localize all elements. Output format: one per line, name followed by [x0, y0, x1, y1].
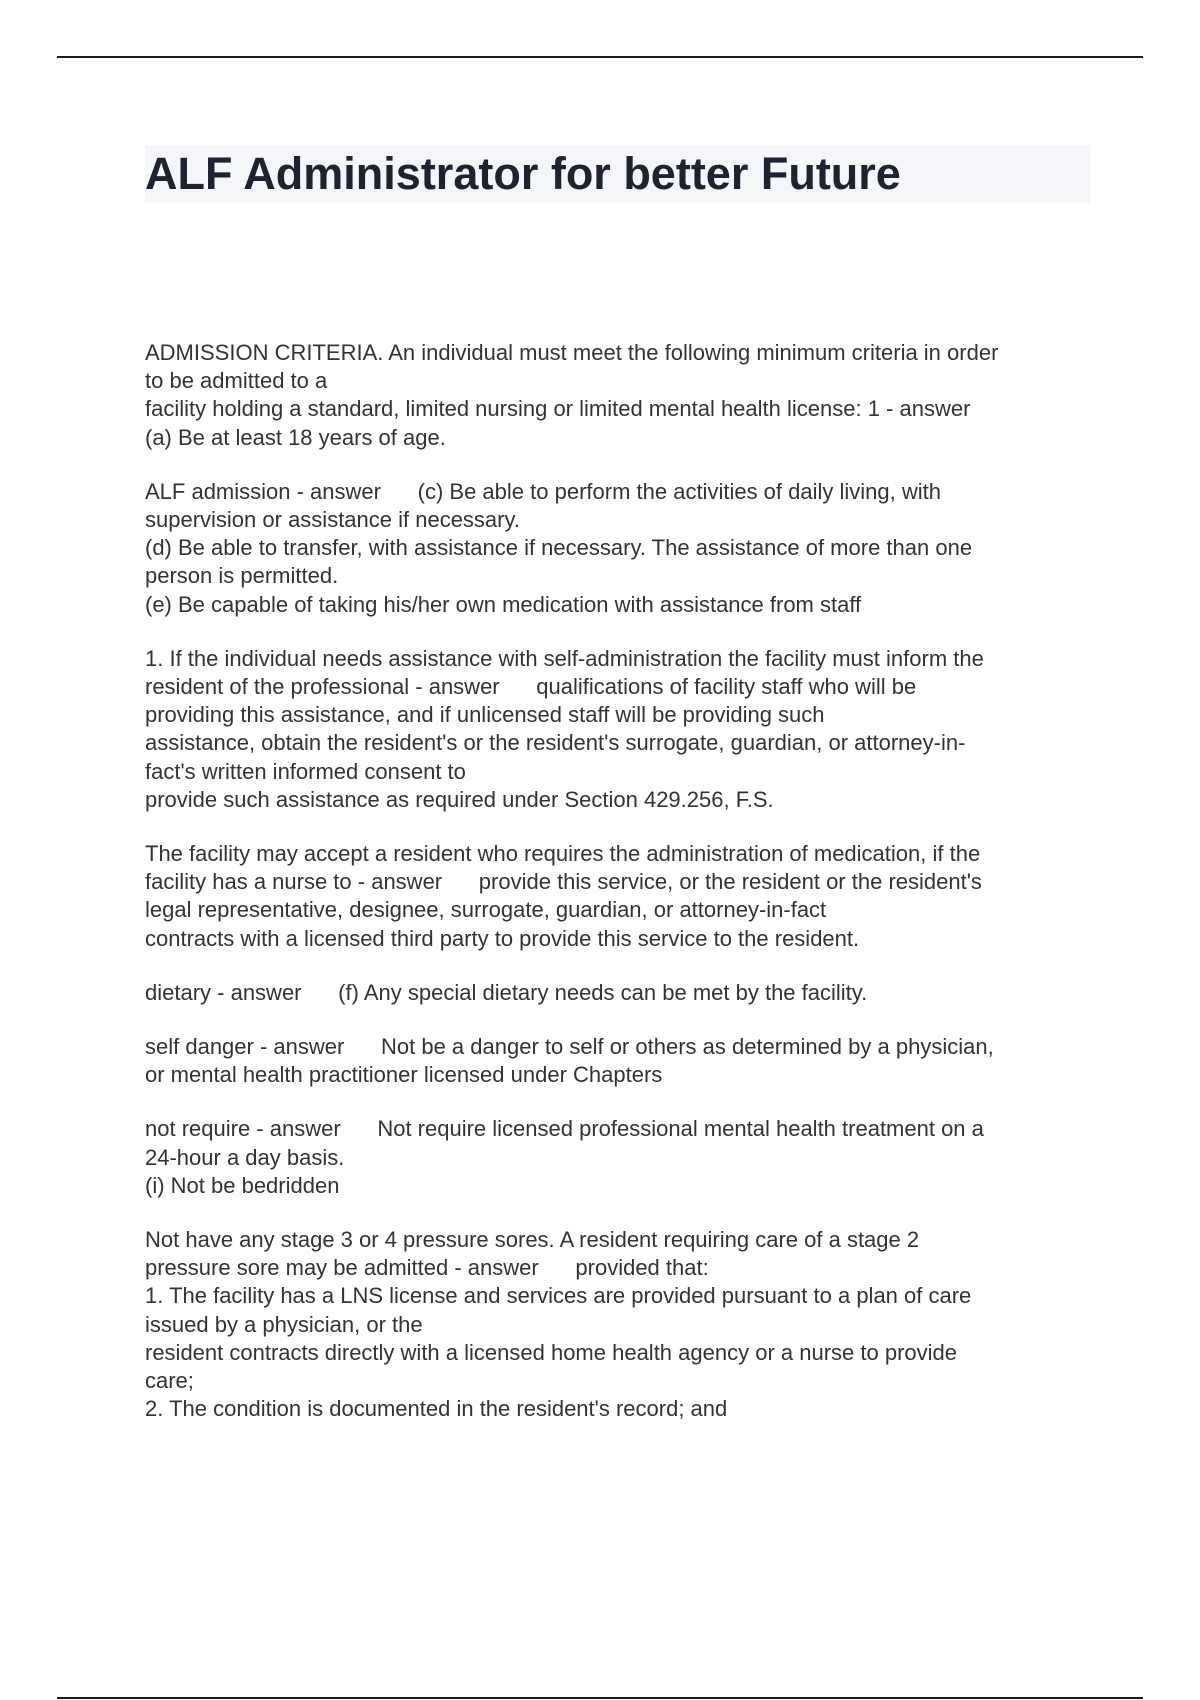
text-line: not require - answer Not require licensed professional mental health treatment on a [145, 1116, 984, 1142]
text-line: provide such assistance as required under Section 429.256, F.S. [145, 786, 774, 812]
document-title: ALF Administrator for better Future [145, 148, 901, 199]
paragraph-dietary [145, 979, 1105, 1007]
text-line: self danger - answer Not be a danger to self or others as determined by a physician, [145, 1034, 994, 1060]
text-line: ADMISSION CRITERIA. An individual must meet the following minimum criteria in order [145, 340, 999, 365]
paragraph-alf-admission [145, 478, 1105, 619]
text-line: supervision or assistance if necessary. [145, 507, 520, 533]
text-line: legal representative, designee, surrogate, guardian, or attorney-in-fact [145, 897, 827, 923]
text-line: (d) Be able to transfer, with assistance if necessary. The assistance of more than one [145, 535, 973, 561]
text-line: resident contracts directly with a licensed home health agency or a nurse to provide [145, 1339, 957, 1365]
bottom-rule [57, 1697, 1143, 1699]
text-line: care; [145, 1368, 194, 1394]
text-line: (e) Be capable of taking his/her own medication with assistance from staff [145, 591, 862, 617]
paragraph-pressure-sores [145, 1226, 1105, 1423]
text-line: (a) Be at least 18 years of age. [145, 424, 446, 450]
text-line: fact's written informed consent to [145, 758, 466, 784]
text-line: assistance, obtain the resident's or the resident's surrogate, guardian, or attorney-in- [145, 730, 966, 756]
text-line: pressure sore may be admitted - answer provided that: [145, 1255, 709, 1281]
text-line: facility holding a standard, limited nursing or limited mental health license: 1 - answer [145, 396, 971, 422]
text-line: issued by a physician, or the [145, 1311, 423, 1337]
paragraph-not-require [145, 1115, 1105, 1200]
text-line: resident of the professional - answer qualifications of facility staff who will be [145, 674, 917, 700]
text-line: to be admitted to a [145, 368, 328, 394]
text-line: person is permitted. [145, 563, 339, 589]
text-line: 1. If the individual needs assistance with self-administration the facility must inform the [145, 645, 984, 671]
text-line: 2. The condition is documented in the resident's record; and [145, 1396, 728, 1422]
text-line: contracts with a licensed third party to provide this service to the resident. [145, 925, 860, 951]
text-line: dietary - answer (f) Any special dietary needs can be met by the facility. [145, 979, 868, 1005]
text-line: Not have any stage 3 or 4 pressure sores. A resident requiring care of a stage 2 [145, 1227, 920, 1253]
text-line: The facility may accept a resident who requires the administration of medication, if the [145, 841, 981, 867]
paragraph-medication [145, 840, 1105, 953]
text-line: 1. The facility has a LNS license and services are provided pursuant to a plan of care [145, 1283, 972, 1309]
text-line: or mental health practitioner licensed under Chapters [145, 1062, 663, 1088]
text-line: facility has a nurse to - answer provide this service, or the resident or the resident's [145, 869, 982, 895]
text-line: ALF admission - answer (c) Be able to perform the activities of daily living, with [145, 478, 941, 504]
paragraph-self-administration [145, 645, 1105, 814]
top-rule [57, 56, 1143, 58]
text-line: 24-hour a day basis. [145, 1144, 345, 1170]
text-line: (i) Not be bedridden [145, 1172, 340, 1198]
document-body [145, 339, 1105, 1450]
text-line: providing this assistance, and if unlicensed staff will be providing such [145, 702, 825, 728]
paragraph-self-danger [145, 1033, 1105, 1089]
paragraph-admission-criteria [145, 339, 1105, 452]
